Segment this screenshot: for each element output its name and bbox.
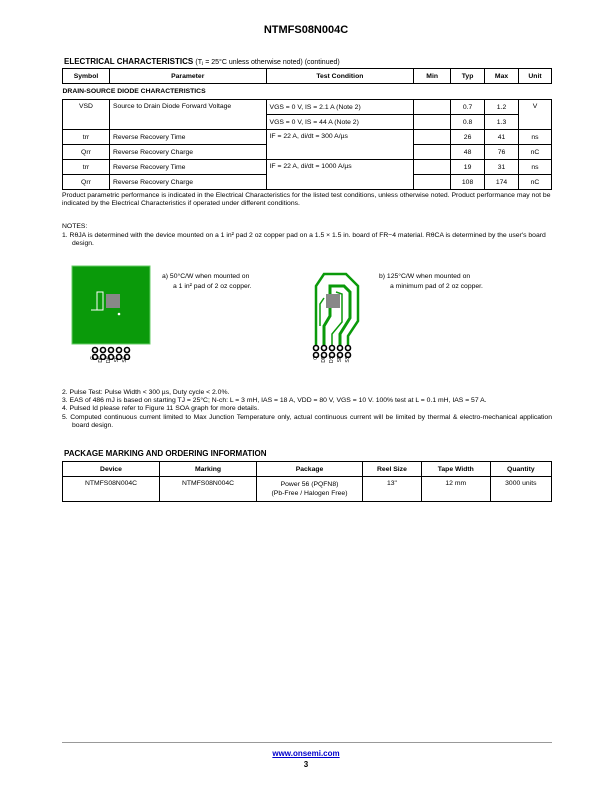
max-cell: 1.2 bbox=[485, 100, 519, 115]
website-link[interactable]: www.onsemi.com bbox=[272, 749, 340, 758]
max-cell: 1.3 bbox=[485, 115, 519, 130]
col-header: Package bbox=[257, 462, 363, 477]
parameter-cell: Reverse Recovery Time bbox=[109, 130, 266, 145]
copper-traces bbox=[316, 274, 358, 346]
parameter-cell: Source to Drain Diode Forward Voltage bbox=[109, 100, 266, 130]
note-3: 3. EAS of 486 mJ is based on starting TJ = 25°C; N-ch: L = 3 mH, IAS = 18 A, VDD = 80 V, VGS = 10 V. 100% test at L = 0.1 mH, IAS = 57 A. bbox=[62, 397, 487, 404]
col-header: Test Condition bbox=[266, 69, 414, 84]
pin-label: SS bbox=[345, 356, 351, 363]
pin-label: DF bbox=[321, 356, 327, 363]
device-footprint bbox=[106, 294, 120, 308]
col-header: Typ bbox=[451, 69, 485, 84]
package-line2: (Pb-Free / Halogen Free) bbox=[271, 490, 348, 497]
pin-label: DS bbox=[106, 356, 112, 363]
col-header: Marking bbox=[160, 462, 257, 477]
col-header: Parameter bbox=[109, 69, 266, 84]
fig-b-caption bbox=[379, 272, 483, 292]
note-5: 5. Computed continuous current limited to Max Junction Temperature only, actual continuous current will be limited by thermal & electro-mechanical application board design. bbox=[62, 414, 552, 430]
symbol-cell: Qrr bbox=[63, 145, 110, 160]
table-row bbox=[63, 130, 552, 145]
col-header: Max bbox=[485, 69, 519, 84]
pin-label: DF bbox=[98, 356, 104, 363]
condition-cell: IF = 22 A, di/dt = 1000 A/µs bbox=[266, 160, 414, 190]
page-number: 3 bbox=[303, 760, 309, 769]
fig-b-line1: b) 125°C/W when mounted on bbox=[379, 273, 471, 280]
symbol-cell: Qrr bbox=[63, 175, 110, 190]
note-1: 1. RθJA is determined with the device mounted on a 1 in² pad 2 oz copper pad on a 1.5 × 1.5 in. board of FR−4 material. RθCA is determined by the user's board design. bbox=[62, 232, 546, 248]
pin-label: G bbox=[313, 356, 319, 360]
table-row bbox=[63, 160, 552, 175]
unit-cell: ns bbox=[519, 130, 552, 145]
pcb-figure-b bbox=[308, 266, 368, 358]
fig-b-line2: a minimum pad of 2 oz copper. bbox=[390, 283, 483, 290]
device-footprint bbox=[326, 294, 340, 308]
elec-heading-text: ELECTRICAL CHARACTERISTICS bbox=[64, 57, 194, 66]
max-cell: 76 bbox=[485, 145, 519, 160]
tape-cell: 12 mm bbox=[421, 477, 490, 502]
elec-heading bbox=[64, 57, 340, 66]
pin-label: DS bbox=[329, 356, 335, 363]
typ-cell: 48 bbox=[451, 145, 485, 160]
pin-label: SF bbox=[114, 356, 120, 363]
device-cell: NTMFS08N004C bbox=[63, 477, 160, 502]
pin-label: SF bbox=[337, 356, 343, 363]
table-header-row bbox=[63, 69, 552, 84]
symbol-cell: trr bbox=[63, 160, 110, 175]
electrical-table bbox=[62, 68, 552, 190]
pin-label: SS bbox=[122, 356, 128, 363]
col-header: Quantity bbox=[490, 462, 551, 477]
min-cell bbox=[414, 145, 451, 160]
typ-cell: 0.8 bbox=[451, 115, 485, 130]
min-cell bbox=[414, 115, 451, 130]
ordering-table bbox=[62, 461, 552, 502]
max-cell: 174 bbox=[485, 175, 519, 190]
condition-cell: VGS = 0 V, IS = 44 A (Note 2) bbox=[266, 115, 414, 130]
table-row bbox=[63, 100, 552, 115]
footer bbox=[0, 748, 612, 770]
note-4: 4. Pulsed Id please refer to Figure 11 SOA graph for more details. bbox=[62, 405, 260, 412]
parameter-cell: Reverse Recovery Charge bbox=[109, 175, 266, 190]
footer-rule bbox=[62, 742, 552, 743]
section-row bbox=[63, 84, 552, 100]
unit-cell: nC bbox=[519, 145, 552, 160]
reel-cell: 13" bbox=[363, 477, 422, 502]
fig-a-line2: a 1 in² pad of 2 oz copper. bbox=[173, 283, 252, 290]
typ-cell: 108 bbox=[451, 175, 485, 190]
typ-cell: 0.7 bbox=[451, 100, 485, 115]
note-2: 2. Pulse Test: Pulse Width < 300 µs, Duty cycle < 2.0%. bbox=[62, 389, 230, 396]
symbol-cell: trr bbox=[63, 130, 110, 145]
fig-a-caption bbox=[162, 272, 252, 292]
marking-cell: NTMFS08N004C bbox=[160, 477, 257, 502]
unit-cell: nC bbox=[519, 175, 552, 190]
parameter-cell: Reverse Recovery Time bbox=[109, 160, 266, 175]
pcb-figure-a bbox=[70, 264, 160, 363]
disclaimer: Product parametric performance is indicated in the Electrical Characteristics for the listed test conditions, unless otherwise noted. Product performance may not be indicated by the Electrical Characteristics if operated under different conditions. bbox=[62, 192, 551, 208]
max-cell: 31 bbox=[485, 160, 519, 175]
typ-cell: 26 bbox=[451, 130, 485, 145]
col-header: Symbol bbox=[63, 69, 110, 84]
col-header: Unit bbox=[519, 69, 552, 84]
table-row bbox=[63, 477, 552, 502]
parameter-cell: Reverse Recovery Charge bbox=[109, 145, 266, 160]
page-title: NTMFS08N004C bbox=[263, 24, 349, 36]
col-header: Device bbox=[63, 462, 160, 477]
table-header-row bbox=[63, 462, 552, 477]
col-header: Tape Width bbox=[421, 462, 490, 477]
unit-cell: ns bbox=[519, 160, 552, 175]
min-cell bbox=[414, 100, 451, 115]
condition-cell: IF = 22 A, di/dt = 300 A/µs bbox=[266, 130, 414, 160]
package-line1: Power 56 (PQFN8) bbox=[280, 481, 339, 488]
min-cell bbox=[414, 130, 451, 145]
package-cell bbox=[257, 477, 363, 502]
notes-title: NOTES: bbox=[62, 223, 88, 230]
pin-label: G bbox=[90, 356, 96, 360]
unit-cell: V bbox=[519, 100, 552, 130]
fig-a-line1: a) 50°C/W when mounted on bbox=[162, 273, 250, 280]
min-cell bbox=[414, 160, 451, 175]
col-header: Min bbox=[414, 69, 451, 84]
elec-heading-note: (Tⱼ = 25°C unless otherwise noted) (continued) bbox=[195, 59, 340, 66]
typ-cell: 19 bbox=[451, 160, 485, 175]
min-cell bbox=[414, 175, 451, 190]
condition-cell: VGS = 0 V, IS = 2.1 A (Note 2) bbox=[266, 100, 414, 115]
section-title: DRAIN-SOURCE DIODE CHARACTERISTICS bbox=[62, 88, 206, 95]
symbol-cell: VSD bbox=[63, 100, 110, 130]
max-cell: 41 bbox=[485, 130, 519, 145]
col-header: Reel Size bbox=[363, 462, 422, 477]
ordering-heading: PACKAGE MARKING AND ORDERING INFORMATION bbox=[64, 449, 267, 458]
quantity-cell: 3000 units bbox=[490, 477, 551, 502]
